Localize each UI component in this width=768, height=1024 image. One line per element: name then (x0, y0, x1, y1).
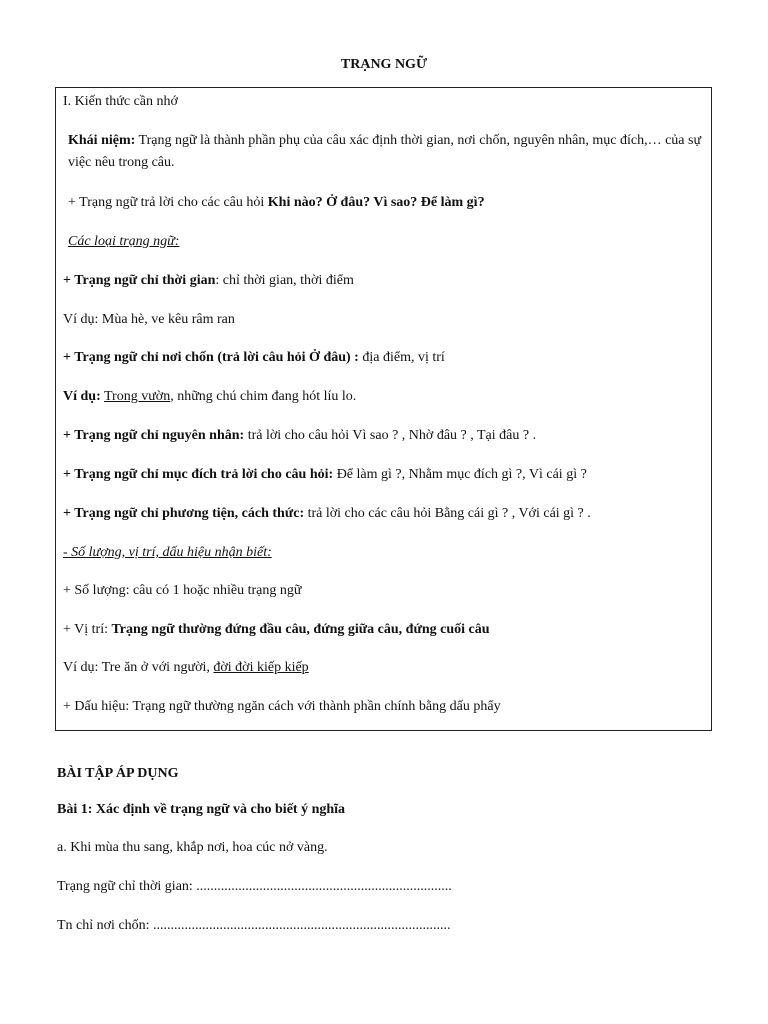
concept-text: Trạng ngữ là thành phần phụ của câu xác định thời gian, nơi chốn, nguyên nhân, mục đích,… của sự việc nêu trong câu. (68, 133, 702, 170)
answers-line (68, 193, 485, 213)
place-example-rest: , những chú chim đang hót líu lo. (170, 389, 357, 404)
position-prefix: + Vị trí: (63, 622, 112, 637)
concept-label: Khái niệm: (68, 133, 136, 148)
means-label: + Trạng ngữ chỉ phương tiện, cách thức: (63, 506, 305, 521)
time-line (63, 271, 354, 291)
page-title: TRẠNG NGỮ (340, 57, 428, 72)
purpose-text: Để làm gì ?, Nhằm mục đích gì ?, Vì cái gì ? (333, 467, 587, 482)
purpose-line (63, 465, 587, 485)
place-line (63, 348, 445, 368)
cause-line (63, 426, 536, 446)
position-text: Trạng ngữ thường đứng đầu câu, đứng giữa câu, đứng cuối câu (111, 622, 490, 637)
place-example (63, 387, 356, 407)
sign-line: + Dấu hiệu: Trạng ngữ thường ngăn cách với thành phần chính bằng dấu phẩy (63, 699, 501, 714)
time-text: : chỉ thời gian, thời điểm (215, 273, 354, 288)
answers-questions: Khi nào? Ở đâu? Vì sao? Để làm gì? (267, 195, 485, 210)
cause-text: trả lời cho câu hỏi Vì sao ? , Nhờ đâu ? , Tại đâu ? . (244, 428, 537, 443)
place-label: + Trạng ngữ chỉ nơi chốn (trả lời câu hỏi Ở đâu) : (63, 350, 359, 365)
place-example-adverbial: Trong vườn (103, 389, 171, 404)
section-heading: I. Kiến thức cần nhớ (63, 94, 178, 109)
purpose-label: + Trạng ngữ chỉ mục đích trả lời cho câu hỏi: (63, 467, 334, 482)
position-example-prefix: Ví dụ: Tre ăn ở với người, (63, 660, 214, 675)
features-heading: - Số lượng, vị trí, dấu hiệu nhận biết: (63, 545, 272, 560)
fill-place-line: Tn chỉ nơi chốn: ..................................................................................... (57, 918, 451, 933)
position-line (63, 620, 490, 640)
place-text: địa điểm, vị trí (358, 350, 445, 365)
types-heading: Các loại trạng ngữ: (68, 234, 180, 249)
cause-label: + Trạng ngữ chỉ nguyên nhân: (63, 428, 245, 443)
count-line: + Số lượng: câu có 1 hoặc nhiều trạng ngữ (63, 583, 302, 598)
concept-paragraph (68, 130, 708, 174)
position-example-adverbial: đời đời kiếp kiếp (213, 660, 309, 675)
position-example (63, 658, 309, 678)
answers-prefix: + Trạng ngữ trả lời cho các câu hỏi (68, 195, 268, 210)
time-example: Ví dụ: Mùa hè, ve kêu râm ran (63, 312, 235, 327)
time-label: + Trạng ngữ chỉ thời gian (63, 273, 216, 288)
fill-time-line: Trạng ngữ chỉ thời gian: ......................................................................... (57, 879, 452, 894)
means-text: trả lời cho các câu hỏi Bằng cái gì ? , Với cái gì ? . (304, 506, 591, 521)
means-line (63, 504, 591, 524)
task-1: Bài 1: Xác định về trạng ngữ và cho biết ý nghĩa (57, 802, 346, 817)
sentence-a: a. Khi mùa thu sang, khắp nơi, hoa cúc nở vàng. (57, 840, 328, 855)
exercise-heading: BÀI TẬP ÁP DỤNG (57, 766, 179, 781)
place-example-label: Ví dụ: (63, 389, 101, 404)
